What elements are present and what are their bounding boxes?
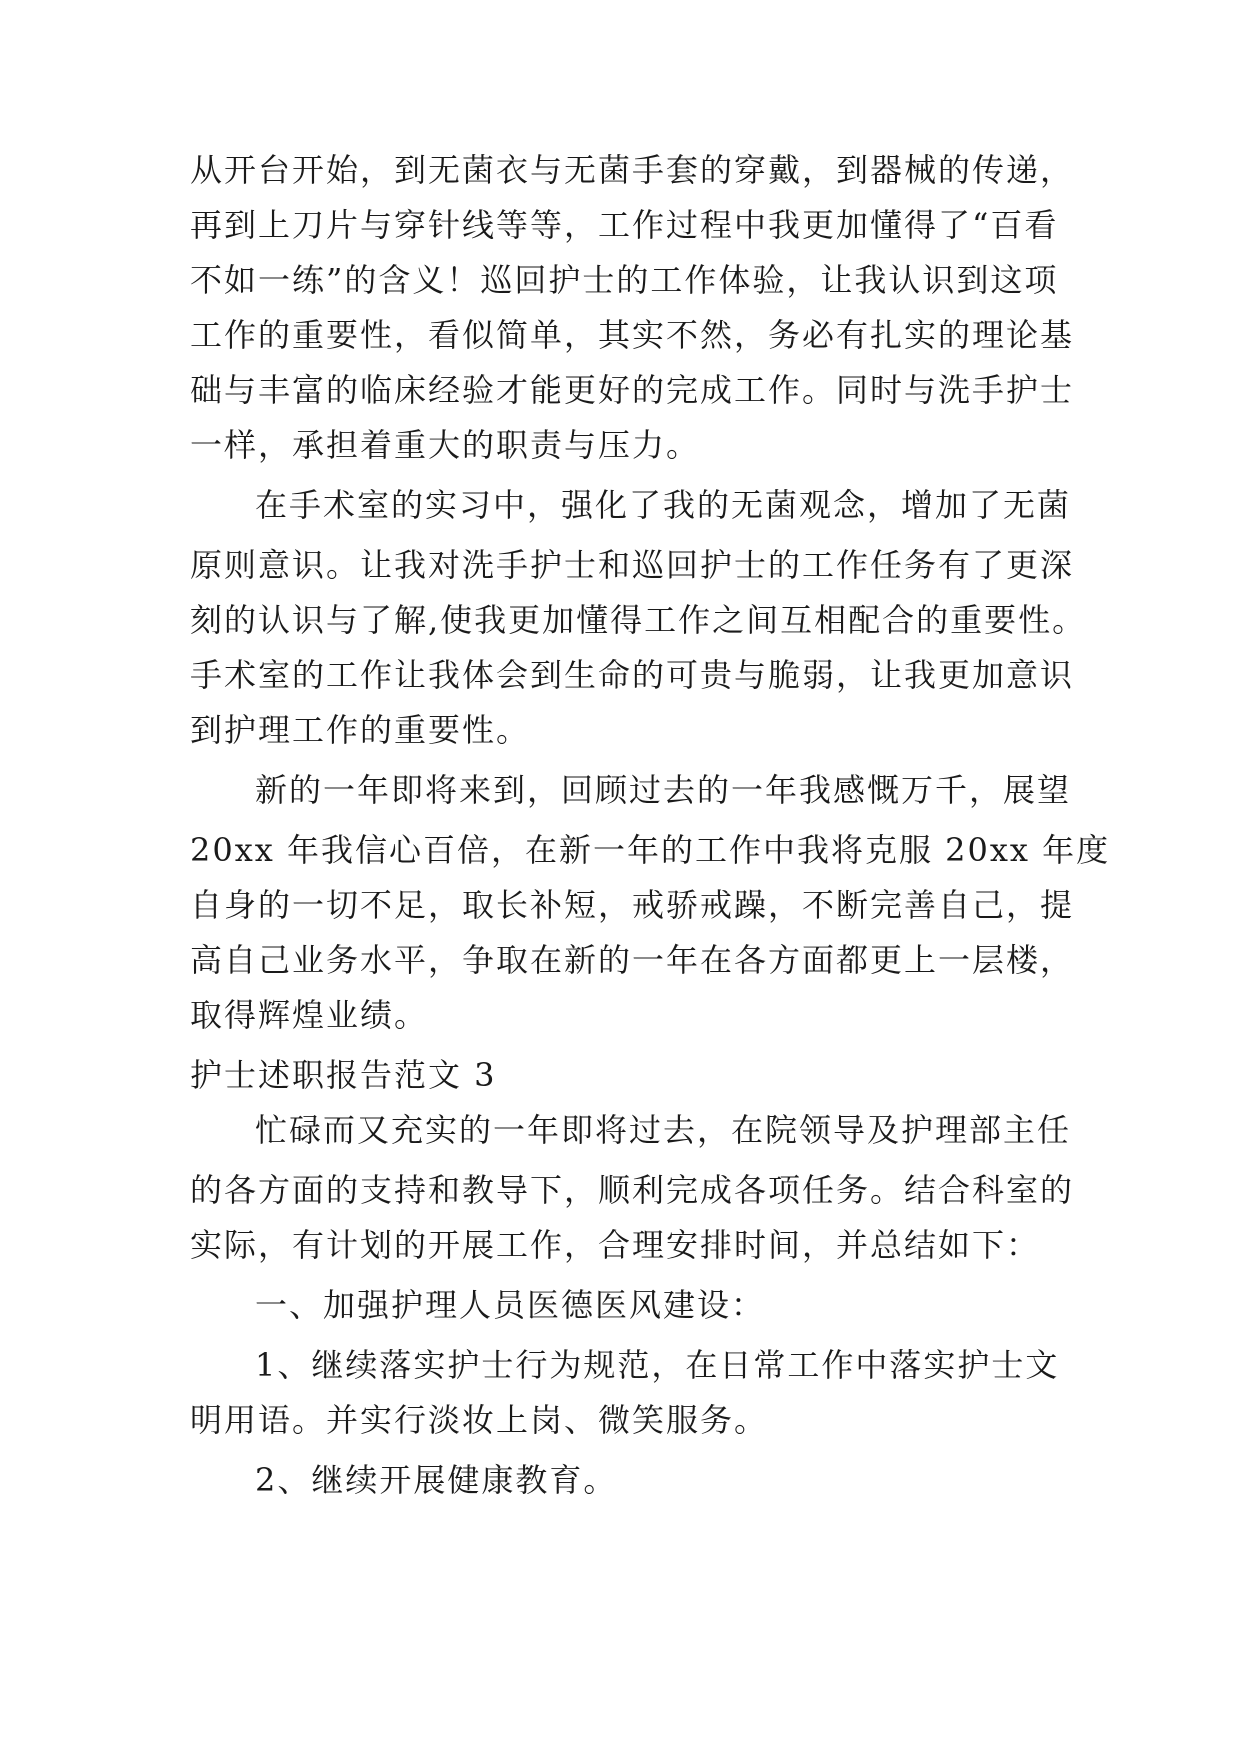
text-line: 取得辉煌业绩。 xyxy=(190,996,429,1034)
list-item-first-line: 2、继续开展健康教育。 xyxy=(255,1461,618,1499)
text-line: 的各方面的支持和教导下，顺利完成各项任务。结合科室的 xyxy=(190,1171,1075,1209)
text-line: 手术室的工作让我体会到生命的可贵与脆弱，让我更加意识 xyxy=(190,656,1075,694)
paragraph-first-line: 在手术室的实习中，强化了我的无菌观念，增加了无菌 xyxy=(255,486,1072,524)
text-line: 实际，有计划的开展工作，合理安排时间，并总结如下： xyxy=(190,1226,1041,1264)
text-line: 一样，承担着重大的职责与压力。 xyxy=(190,426,701,464)
list-item-first-line: 1、继续落实护士行为规范，在日常工作中落实护士文 xyxy=(255,1346,1060,1384)
text-line: 不如一练”的含义！巡回护士的工作体验，让我认识到这项 xyxy=(190,261,1059,299)
text-line: 高自己业务水平，争取在新的一年在各方面都更上一层楼， xyxy=(190,941,1075,979)
list-heading: 一、加强护理人员医德医风建设： xyxy=(255,1286,766,1324)
text-line: 原则意识。让我对洗手护士和巡回护士的工作任务有了更深 xyxy=(190,546,1075,584)
text-line: 工作的重要性，看似简单，其实不然，务必有扎实的理论基 xyxy=(190,316,1075,354)
text-line: 自身的一切不足，取长补短，戒骄戒躁，不断完善自己，提 xyxy=(190,886,1075,924)
paragraph-first-line: 新的一年即将来到，回顾过去的一年我感慨万千，展望 xyxy=(255,771,1072,809)
text-line: 到护理工作的重要性。 xyxy=(190,711,531,749)
text-line: 20xx 年我信心百倍，在新一年的工作中我将克服 20xx 年度 xyxy=(190,831,1111,869)
paragraph-first-line: 忙碌而又充实的一年即将过去，在院领导及护理部主任 xyxy=(255,1111,1072,1149)
text-line: 刻的认识与了解,使我更加懂得工作之间互相配合的重要性。 xyxy=(190,601,1087,639)
text-line: 础与丰富的临床经验才能更好的完成工作。同时与洗手护士 xyxy=(190,371,1075,409)
section-heading: 护士述职报告范文 3 xyxy=(190,1056,497,1094)
text-line: 再到上刀片与穿针线等等，工作过程中我更加懂得了“百看 xyxy=(190,206,1059,244)
text-line: 从开台开始，到无菌衣与无菌手套的穿戴，到器械的传递， xyxy=(190,151,1075,189)
text-line: 明用语。并实行淡妆上岗、微笑服务。 xyxy=(190,1401,769,1439)
